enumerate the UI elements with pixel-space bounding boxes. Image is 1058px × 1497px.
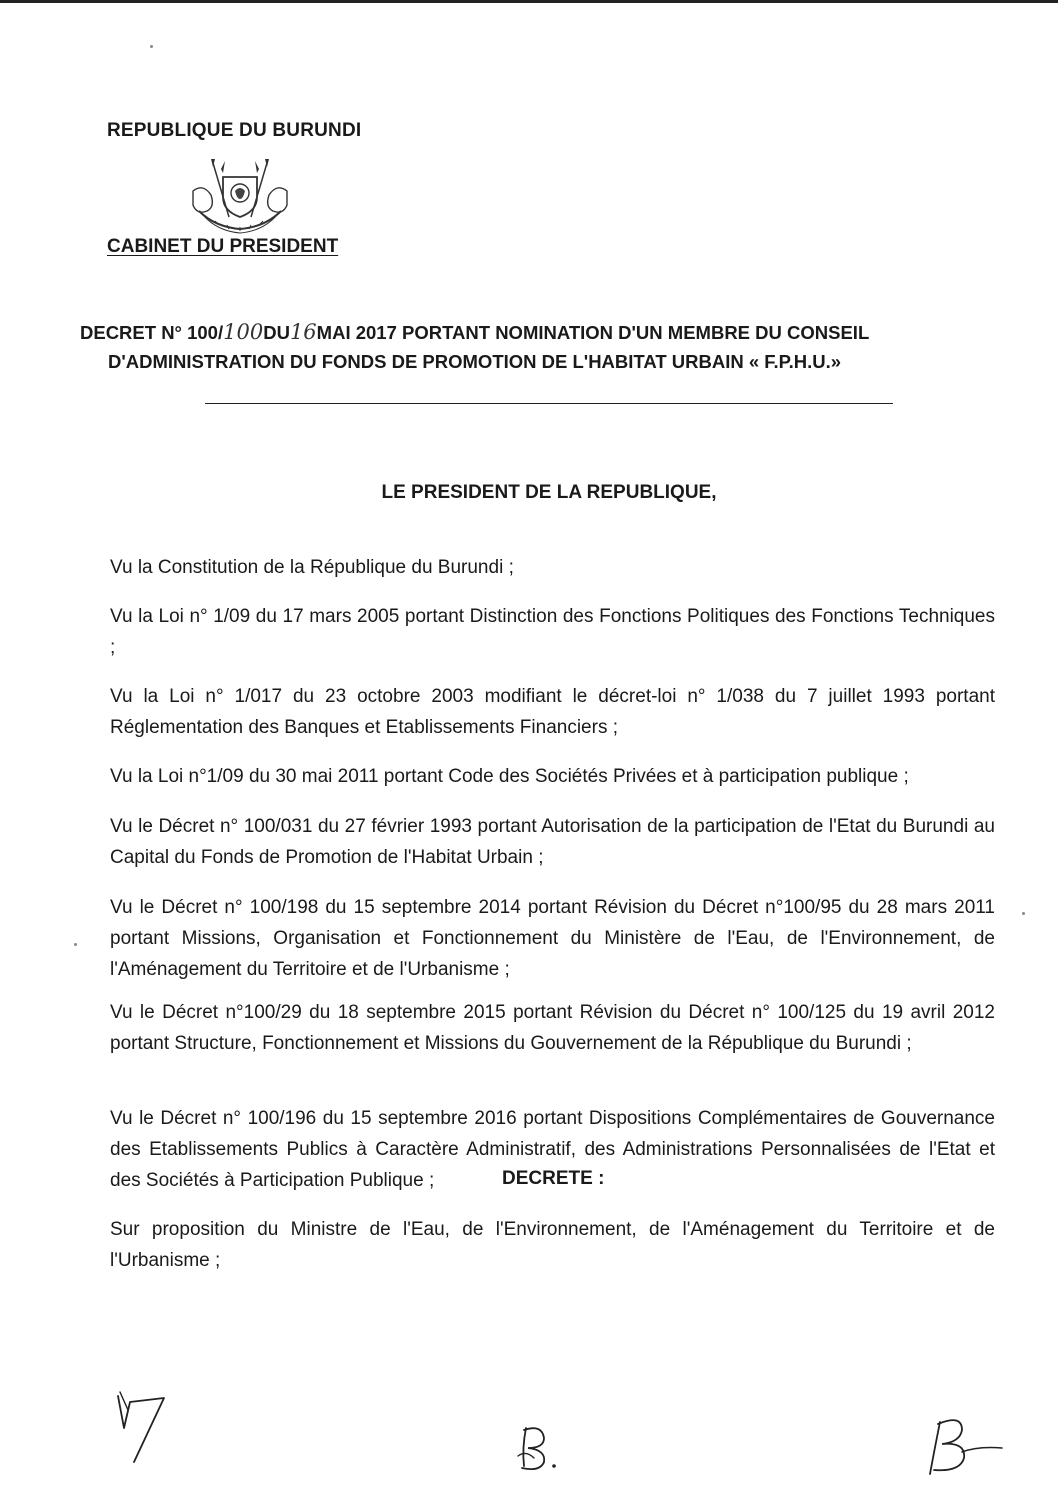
scan-speck: [74, 943, 77, 946]
decrete-heading: DECRETE :: [502, 1168, 605, 1189]
considerant-paragraph: Vu la Constitution de la République du Burundi ;: [110, 557, 514, 578]
considerant-paragraph: Vu le Décret n° 100/198 du 15 septembre 2014 portant Révision du Décret n°100/95 du 28 mars 2011 portant Missions, Organisation et Fonctionnement du Ministère de l'Eau, de l'Environnement, de l'Aménagement du Territoire et de l'Urbanisme ;: [110, 897, 995, 980]
considerant-paragraph: Vu la Loi n°1/09 du 30 mai 2011 portant Code des Sociétés Privées et à participation publique ;: [110, 766, 909, 787]
scan-speck: [1022, 912, 1025, 915]
decree-day-handwritten: 16: [289, 320, 317, 344]
handwritten-initial-right: [918, 1412, 1008, 1482]
scan-top-edge: [0, 0, 1058, 3]
decree-title-du: DU: [263, 322, 290, 343]
considerant-paragraph: Vu le Décret n° 100/031 du 27 février 1993 portant Autorisation de la participation de l'Etat du Burundi au Capital du Fonds de Promotion de l'Habitat Urbain ;: [110, 816, 995, 868]
decree-title-line2: D'ADMINISTRATION DU FONDS DE PROMOTION DE L'HABITAT URBAIN « F.P.H.U.»: [108, 351, 842, 372]
decree-title-prefix: DECRET N° 100/: [80, 322, 224, 343]
considerant-paragraph: Vu la Loi n° 1/09 du 17 mars 2005 portant Distinction des Fonctions Politiques des Fonctions Techniques ;: [110, 606, 995, 658]
decree-title: [80, 318, 1020, 376]
burundi-coat-of-arms-emblem: [185, 155, 295, 235]
cabinet-heading: CABINET DU PRESIDENT: [107, 236, 339, 257]
title-divider: [205, 403, 893, 404]
considerant-paragraph: Vu le Décret n°100/29 du 18 septembre 2015 portant Révision du Décret n° 100/125 du 19 avril 2012 portant Structure, Fonctionnement et Missions du Gouvernement de la République du Burundi ;: [110, 1002, 995, 1054]
decree-number-handwritten: 100: [223, 320, 264, 344]
scan-speck: [150, 45, 153, 48]
decree-title-line1-rest: MAI 2017 PORTANT NOMINATION D'UN MEMBRE DU CONSEIL: [316, 322, 870, 343]
considerant-paragraph: Vu la Loi n° 1/017 du 23 octobre 2003 modifiant le décret-loi n° 1/038 du 7 juillet 1993 portant Réglementation des Banques et Etablissements Financiers ;: [110, 686, 995, 738]
considerant-paragraph: Sur proposition du Ministre de l'Eau, de l'Environnement, de l'Aménagement du Territoire et de l'Urbanisme ;: [110, 1219, 995, 1271]
president-heading: LE PRESIDENT DE LA REPUBLIQUE,: [381, 482, 717, 503]
republic-heading: REPUBLIQUE DU BURUNDI: [107, 120, 362, 141]
considerant-paragraph: Vu le Décret n° 100/196 du 15 septembre 2016 portant Dispositions Complémentaires de Gouvernance des Etablissements Publics à Caractère Administratif, des Administrations Personnalisées de l'Etat et des Sociétés à Participation Publique ;: [110, 1108, 995, 1191]
handwritten-initial-left: [110, 1388, 180, 1468]
handwritten-initial-center: [512, 1418, 572, 1478]
